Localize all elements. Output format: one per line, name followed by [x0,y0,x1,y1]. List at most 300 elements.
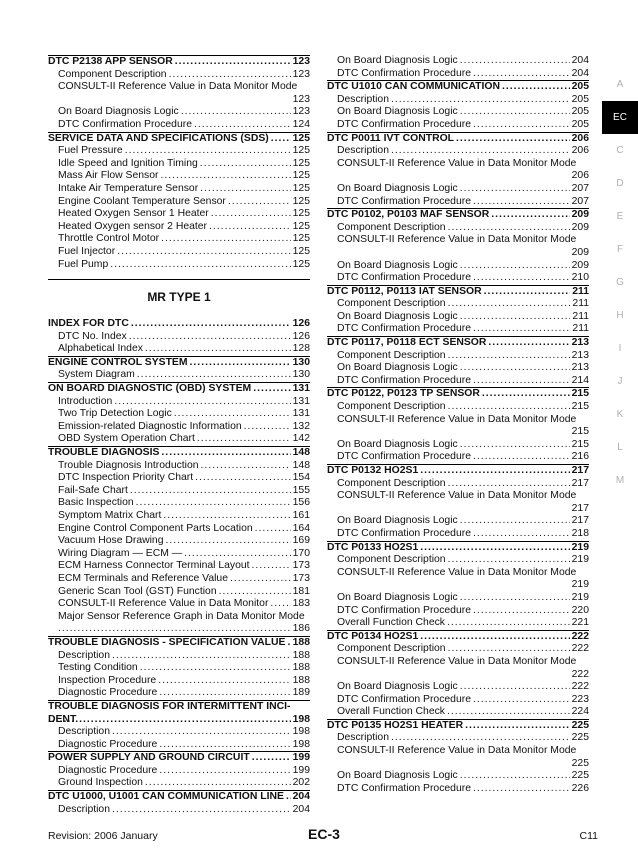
dot-leader [448,643,570,656]
entry-title: Ground Inspection [58,777,143,789]
toc-heading[interactable] [48,446,310,460]
toc-entry[interactable] [327,106,589,119]
toc-entry[interactable] [48,535,310,548]
toc-heading[interactable] [48,636,310,650]
page-ref: 123 [292,68,310,80]
toc-entry[interactable] [48,586,310,599]
page-ref: 219 [571,591,589,603]
dot-leader [244,421,291,434]
toc-entry[interactable] [48,497,310,510]
section-tab-i[interactable]: I [618,343,622,354]
page-ref: 219 [571,554,589,566]
entry-title: DTC Confirmation Procedure [337,693,471,705]
dot-leader [130,485,291,498]
dot-leader [174,408,291,421]
entry-title: On Board Diagnosis Logic [337,438,458,450]
toc-entry[interactable] [327,656,589,681]
entry-title: DTC No. Index [58,330,127,342]
entry-title: Two Trip Detection Logic [58,408,172,420]
page-ref: 218 [571,527,589,539]
toc-entry[interactable] [48,421,310,434]
toc-entry[interactable] [48,777,310,790]
page-ref: 209 [571,209,589,221]
toc-heading[interactable] [327,132,589,146]
toc-entry[interactable] [48,460,310,473]
entry-title: POWER SUPPLY AND GROUND CIRCUIT [48,752,250,764]
entry-title: DTC Confirmation Procedure [337,527,471,539]
page-ref: 207 [571,182,589,194]
page-ref: 225 [571,770,589,782]
toc-entry[interactable] [48,331,310,344]
dot-leader [502,81,570,94]
toc-entry[interactable] [327,68,589,81]
dot-leader [473,783,570,796]
entry-title: Fuel Pump [58,258,109,270]
toc-heading[interactable] [327,464,589,478]
page-ref: 125 [292,245,310,257]
toc-entry[interactable] [327,439,589,452]
page-ref: 217 [571,465,589,476]
dot-leader [448,350,570,363]
toc-entry[interactable] [48,81,310,106]
toc-entry[interactable] [327,783,589,796]
toc-entry[interactable] [327,119,589,132]
toc-heading[interactable] [327,208,589,222]
toc-entry[interactable] [48,183,310,196]
dot-leader [473,68,570,81]
page-ref: 125 [292,182,310,194]
dot-leader [158,675,290,688]
page-ref: 211 [572,323,589,335]
page-ref: 125 [292,233,310,245]
entry-title: Introduction [58,395,113,407]
dot-leader [112,726,291,739]
entry-title: On Board Diagnosis Logic [337,591,458,603]
toc-entry[interactable] [48,196,310,209]
dot-leader [194,119,291,132]
toc-entry[interactable] [327,528,589,541]
page-ref: 214 [571,374,589,386]
toc-entry[interactable] [327,94,589,107]
page-ref: 225 [571,719,589,731]
entry-title: DTC Confirmation Procedure [337,67,471,79]
toc-entry[interactable] [48,650,310,663]
toc-entry[interactable] [327,643,589,656]
toc-entry[interactable] [48,472,310,485]
dot-leader [460,311,571,324]
dot-leader [200,183,291,196]
toc-entry[interactable] [48,573,310,586]
page-ref: 226 [571,782,589,794]
page-ref: 128 [292,343,310,355]
entry-title: Diagnostic Procedure [58,764,158,776]
section-tab-a[interactable]: A [616,79,624,90]
entry-title: CONSULT-II Reference Value in Data Monitor Mode [337,234,577,246]
dot-leader [181,106,291,119]
entry-title: DTC Confirmation Procedure [337,195,471,207]
toc-entry[interactable] [48,408,310,421]
section-tab-g[interactable]: G [616,277,624,288]
dot-leader [447,617,570,630]
entry-title: DTC Confirmation Procedure [337,374,471,386]
section-tabs [602,68,638,497]
dot-leader [255,523,291,536]
entry-title: DTC U1000, U1001 CAN COMMUNICATION LINE [48,791,284,803]
page-ref: 204 [292,791,310,803]
entry-title: Basic Inspection [58,497,134,509]
page-ref: 205 [571,81,589,93]
toc-entry[interactable] [48,675,310,688]
entry-title: Overall Function Check [337,706,445,718]
toc-entry[interactable] [327,694,589,707]
page-ref: 215 [571,388,589,400]
toc-entry[interactable] [327,592,589,605]
page-ref: 217 [571,515,589,527]
dot-leader [48,714,291,727]
toc-entry[interactable] [48,208,310,221]
entry-title: DTC P0133 HO2S1 [327,541,419,553]
toc-entry[interactable] [327,362,589,375]
page-ref: 217 [571,477,589,489]
toc-entry[interactable] [48,343,310,356]
section-tab-k[interactable]: K [616,409,624,420]
section-tab-h[interactable]: H [616,310,624,321]
page-ref: 170 [292,547,310,559]
toc-heading[interactable] [48,132,310,146]
dot-leader [161,447,290,460]
toc-entry[interactable] [327,681,589,694]
toc-entry[interactable] [327,567,589,592]
toc-entry[interactable] [327,234,589,259]
page-ref: 125 [292,132,310,144]
section-tab-m[interactable]: M [615,475,625,486]
page-ref: 211 [572,285,589,297]
toc-heading[interactable] [327,719,589,733]
dot-leader [145,343,291,356]
page-ref: 125 [292,145,310,157]
toc-heading[interactable] [48,700,310,726]
toc-entry[interactable] [327,196,589,209]
dot-leader [209,221,291,234]
toc-heading[interactable] [327,80,589,94]
entry-title: Engine Coolant Temperature Sensor [58,195,226,207]
page-ref: 188 [292,662,310,674]
entry-title: DTC Confirmation Procedure [58,118,192,130]
toc-entry[interactable] [327,414,589,439]
toc-entry[interactable] [48,170,310,183]
dot-leader [420,542,569,555]
dot-leader [448,298,571,311]
page-ref: 164 [292,522,310,534]
entry-title: CONSULT-II Reference Value in Data Monitor Mode [337,490,577,502]
dot-leader [125,145,291,158]
entry-title: System Diagram [58,369,135,381]
entry-title: DTC P0112, P0113 IAT SENSOR [327,285,482,297]
toc-entry[interactable] [48,611,310,636]
entry-title: DTC P2138 APP SENSOR [48,56,173,67]
toc-entry[interactable] [48,106,310,119]
toc-heading[interactable] [48,356,310,370]
toc-entry[interactable] [327,260,589,273]
toc-entry[interactable] [48,145,310,158]
toc-entry[interactable] [48,221,310,234]
page-ref: 213 [571,349,589,361]
page-ref: 215 [571,438,589,450]
toc-entry[interactable] [327,323,589,336]
toc-heading[interactable] [327,285,589,299]
page-ref: 155 [292,484,310,496]
page-ref: 125 [292,195,310,207]
toc-entry[interactable] [327,554,589,567]
dot-leader [228,196,291,209]
entry-title: Description [58,726,110,738]
section-tab-d[interactable]: D [616,178,624,189]
toc-heading[interactable] [327,630,589,644]
page-ref: 205 [571,93,589,105]
page-ref: 198 [292,738,310,750]
toc-entry[interactable] [48,396,310,409]
page-ref: 225 [571,732,589,744]
dot-leader [159,739,290,752]
toc-entry[interactable] [327,298,589,311]
toc-entry[interactable] [327,745,589,770]
page-ref: 148 [292,447,310,459]
toc-entry[interactable] [327,515,589,528]
entry-title: Intake Air Temperature Sensor [58,182,199,194]
toc-entry[interactable] [327,375,589,388]
entry-title: Testing Condition [58,662,138,674]
section-tab-e[interactable]: E [616,211,624,222]
toc-entry[interactable] [48,662,310,675]
page-ref: 199 [292,764,310,776]
entry-title: Heated Oxygen sensor 2 Heater [58,220,208,232]
entry-title: SERVICE DATA AND SPECIFICATIONS (SDS) [48,132,269,144]
dot-leader [252,752,291,765]
toc-entry[interactable] [327,222,589,235]
toc-entry[interactable] [327,350,589,363]
page-ref: 210 [571,272,589,284]
entry-title: ON BOARD DIAGNOSTIC (OBD) SYSTEM [48,383,252,395]
toc-entry[interactable] [48,548,310,561]
page-ref: 209 [571,259,589,271]
page-ref: 222 [571,630,589,642]
page-ref: 161 [292,510,310,521]
toc-heading[interactable] [327,541,589,555]
page-ref: 132 [292,420,310,432]
entry-title: DTC P0011 IVT CONTROL [327,132,455,144]
section-tab-l[interactable]: L [617,442,623,453]
page-ref: 223 [571,693,589,705]
toc-entry[interactable] [48,119,310,132]
page-ref: 148 [292,459,310,471]
toc-entry[interactable] [48,259,310,272]
dot-leader [460,183,570,196]
dot-leader [460,592,570,605]
toc-entry[interactable] [48,158,310,171]
dot-leader [112,804,291,817]
dot-leader [447,706,570,719]
section-tab-f[interactable]: F [616,244,624,255]
toc-entry[interactable] [327,158,589,183]
page-ref: 213 [571,362,589,374]
toc-entry[interactable] [48,560,310,573]
dot-leader [230,573,291,586]
toc-entry[interactable] [327,478,589,491]
entry-title: Description [337,145,389,157]
entry-title: DTC P0117, P0118 ECT SENSOR [327,337,487,349]
entry-title: INDEX FOR DTC [48,318,129,330]
toc-entry[interactable] [48,369,310,382]
toc-entry[interactable] [48,246,310,259]
dot-leader [391,145,570,158]
page-ref: 131 [292,408,310,420]
page-ref: 142 [292,433,310,445]
entry-title: Description [58,649,110,661]
toc-heading[interactable] [48,318,310,331]
toc-heading[interactable] [48,382,310,396]
entry-title: Component Description [337,401,446,413]
toc-entry[interactable] [48,433,310,446]
toc-entry[interactable] [327,272,589,285]
dot-leader [110,259,290,272]
page-ref: 198 [292,713,310,725]
toc-entry[interactable] [48,598,310,611]
entry-title: Fail-Safe Chart [58,484,128,496]
page-ref: 131 [292,383,310,395]
section-tab-j[interactable]: J [617,376,623,387]
page-ref: 131 [292,395,310,407]
dot-leader [211,208,291,221]
page-ref: 126 [292,318,310,330]
dot-leader [473,694,570,707]
entry-title: Inspection Procedure [58,674,157,686]
dot-leader [482,388,570,401]
toc-entry[interactable] [48,523,310,536]
dot-leader [460,55,570,68]
dot-leader [456,133,570,146]
toc-heading[interactable] [48,790,310,804]
page-ref: 188 [292,649,310,661]
toc-entry[interactable] [48,739,310,752]
dot-leader [253,383,290,396]
toc-heading[interactable] [48,55,310,69]
entry-title: TROUBLE DIAGNOSIS - SPECIFICATION VALUE [48,636,286,648]
toc-entry[interactable] [327,770,589,783]
page-ref: 216 [571,451,589,463]
dot-leader [184,548,291,561]
toc-entry[interactable] [327,451,589,464]
entry-title: On Board Diagnosis Logic [58,106,179,118]
toc-column-left [48,55,310,816]
entry-title: Symptom Matrix Chart [58,510,162,521]
dot-leader [391,732,570,745]
entry-title: Diagnostic Procedure [58,738,158,750]
dot-leader [252,560,291,573]
dot-leader [201,460,291,473]
dot-leader [129,331,291,344]
toc-entry[interactable] [327,706,589,719]
page-ref: 206 [571,170,589,182]
dot-leader [190,357,291,370]
toc-entry[interactable] [327,490,589,515]
toc-entry[interactable] [327,311,589,324]
toc-entry[interactable] [327,183,589,196]
toc-heading[interactable] [327,387,589,401]
entry-title: Heated Oxygen Sensor 1 Heater [58,208,209,220]
page-ref: 130 [292,356,310,368]
page-ref: 215 [571,401,589,413]
section-tab-c[interactable]: C [616,145,624,156]
toc-entry[interactable] [48,233,310,246]
entry-title: DTC Confirmation Procedure [337,782,471,794]
page-number: EC-3 [308,826,340,842]
page-ref: 199 [292,752,310,764]
toc-entry[interactable] [48,726,310,739]
dot-leader [200,158,291,171]
entry-title: On Board Diagnosis Logic [337,182,458,194]
dot-leader [161,233,291,246]
dot-leader [448,478,570,491]
page-ref: 220 [571,604,589,616]
entry-title: ENGINE CONTROL SYSTEM [48,356,188,368]
toc-entry[interactable] [48,485,310,498]
entry-title: Overall Function Check [337,617,445,629]
page-ref: 123 [292,56,310,67]
dot-leader [473,451,570,464]
toc-entry[interactable] [327,145,589,158]
entry-title: Diagnostic Procedure [58,687,158,699]
page-ref: 206 [571,145,589,157]
entry-title: DTC P0132 HO2S1 [327,465,419,476]
page-ref: 125 [292,157,310,169]
toc-entry[interactable] [327,401,589,414]
dot-leader [271,133,291,146]
toc-entry[interactable] [48,69,310,82]
toc-entry[interactable] [48,804,310,817]
page-ref: 204 [571,67,589,79]
toc-entry[interactable] [48,687,310,700]
entry-title: CONSULT-II Reference Value in Data Monitor Mode [337,566,577,578]
page-ref: 222 [571,681,589,693]
toc-entry[interactable] [327,617,589,630]
toc-heading[interactable] [327,336,589,350]
entry-title: Component Description [337,298,446,310]
toc-column-right [327,55,589,795]
toc-heading[interactable] [48,751,310,765]
toc-entry[interactable] [48,510,310,523]
section-tab-ec[interactable]: EC [602,101,638,134]
page-ref: 219 [571,579,589,591]
dot-leader [460,515,570,528]
toc-entry[interactable] [327,55,589,68]
dot-leader [117,246,290,259]
dot-leader [166,535,291,548]
entry-title: CONSULT-II Reference Value in Data Monitor Mode [337,655,577,667]
entry-title: Component Description [337,221,446,233]
toc-entry[interactable] [327,605,589,618]
page-ref: 219 [571,541,589,553]
dot-leader [473,196,570,209]
entry-title: CONSULT-II Reference Value in Data Monitor [58,598,269,610]
page-ref: 126 [292,330,310,342]
toc-entry[interactable] [327,732,589,745]
dot-leader [145,777,291,790]
entry-title: CONSULT-II Reference Value in Data Monitor Mode [58,81,298,93]
toc-entry[interactable] [48,765,310,778]
page-ref: 124 [292,118,310,130]
entry-title: On Board Diagnosis Logic [337,515,458,527]
dot-leader [131,318,291,331]
